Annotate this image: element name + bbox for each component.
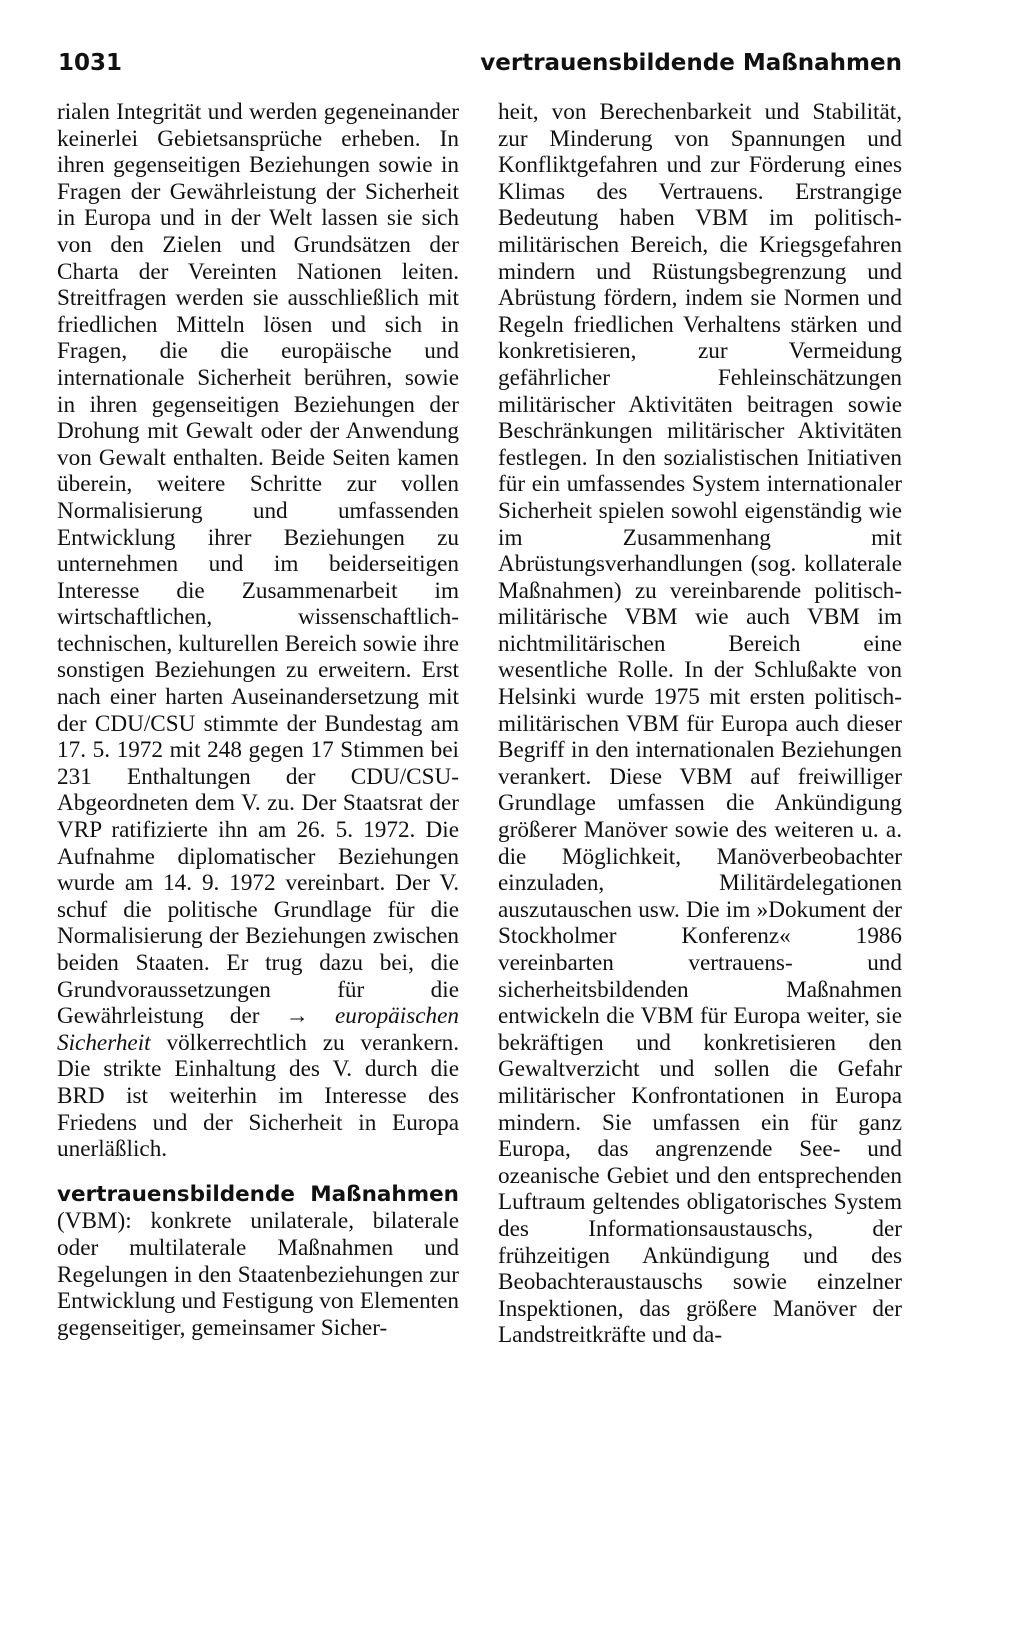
entry-continuation-paragraph: [57, 99, 459, 1163]
running-head: vertrauensbildende Maßnahmen: [480, 50, 902, 76]
right-column: [498, 99, 902, 1609]
continuation-text: rialen Integrität und werden gegeneinander keinerlei Gebietsansprüche erheben. In ihren gegenseitigen Beziehungen sowie in Fragen der Gewährleistung der Sicherheit in Europa und in der Welt lassen sie sich von den Zielen und Grundsätzen der Charta der Vereinten Nationen leiten. Streitfragen werden sie ausschließlich mit friedlichen Mitteln lösen und sich in Fragen, die die europäische und internationale Sicherheit berühren, sowie in ihren gegenseitigen Beziehungen der Drohung mit Gewalt oder der Anwendung von Gewalt enthalten. Beide Seiten kamen überein, weitere Schritte zur vollen Normalisierung und umfassenden Entwicklung ihrer Beziehungen zu unternehmen und im beiderseitigen Interesse die Zusammenarbeit im wirtschaftlichen, wissenschaftlich-technischen, kulturellen Bereich sowie ihre sonstigen Beziehungen zu erweitern. Erst nach einer harten Auseinandersetzung mit der CDU/CSU stimmte der Bundestag am 17. 5. 1972 mit 248 gegen 17 Stimmen bei 231 Enthaltungen der CDU/CSU-Abgeordneten dem V. zu. Der Staatsrat der VRP ratifizierte ihn am 26. 5. 1972. Die Aufnahme diplomatischer Beziehungen wurde am 14. 9. 1972 vereinbart. Der V. schuf die politische Grundlage für die Normalisierung der Beziehungen zwischen beiden Staaten. Er trug dazu bei, die Grundvoraussetzungen für die Gewährleistung der: [57, 99, 459, 1030]
entry-paragraph: [57, 1181, 459, 1342]
arrow-icon: →: [285, 1003, 309, 1030]
cross-reference-term: europäischen Sicherheit: [57, 1003, 460, 1056]
right-column-text: heit, von Berechenbarkeit und Stabilität, zur Minderung von Spannungen und Konfliktgefahren und zur Förderung eines Klimas des Vertrauens. Erstrangige Bedeutung haben VBM im politisch-militärischen Bereich, die Kriegsgefahren mindern und Rüstungsbegrenzung und Abrüstung fördern, indem sie Normen und Regeln friedlichen Verhaltens stärken und konkretisieren, zur Vermeidung gefährlicher Fehleinschätzungen militärischer Aktivitäten beitragen sowie Beschränkungen militärischer Aktivitäten festlegen. In den sozialistischen Initiativen für ein umfassendes System internationaler Sicherheit spielen sowohl eigenständig wie im Zusammenhang mit Abrüstungsverhandlungen (sog. kollaterale Maßnahmen) zu vereinbarende politisch-militärische VBM wie auch VBM im nichtmilitärischen Bereich eine wesentliche Rolle. In der Schlußakte von Helsinki wurde 1975 mit ersten politisch-militärischen VBM für Europa auch dieser Begriff in den internationalen Beziehungen verankert. Diese VBM auf freiwilliger Grundlage umfassen die Ankündigung größerer Manöver sowie des weiteren u. a. die Möglichkeit, Manöverbeobachter einzuladen, Militärdelegationen auszutauschen usw. Die im »Dokument der Stockholmer Konferenz« 1986 vereinbarten vertrauens- und sicherheitsbildenden Maßnahmen entwickeln die VBM für Europa weiter, sie bekräftigen und konkretisieren den Gewaltverzicht und sollen die Gefahr militärischer Konfrontationen in Europa mindern. Sie umfassen ein für ganz Europa, das angrenzende See- und ozeanische Gebiet und den entsprechenden Luftraum geltendes obligatorisches System des Informationsaustauschs, der frühzeitigen Ankündigung und des Beobachteraustauschs sowie einzelner Inspektionen, das größere Manöver der Landstreitkräfte und da-: [498, 99, 902, 1349]
continuation-text-end: völkerrechtlich zu verankern. Die strikte Einhaltung des V. durch die BRD ist weiterhin im Interesse des Friedens und der Sicherheit in Europa unerläßlich.: [57, 1029, 459, 1163]
page-number: 1031: [58, 50, 123, 76]
entry-text: (VBM): konkrete unilaterale, bilaterale oder multilaterale Maßnahmen und Regelungen in den Staatenbeziehungen zur Entwicklung und Festigung von Elementen gegenseitiger, gemeinsamer Sicher-: [57, 1208, 459, 1341]
entry-lemma: vertrauensbildende Maßnahmen: [57, 1181, 459, 1207]
page-header: [56, 46, 902, 80]
entry-gap: [57, 1163, 459, 1181]
left-column: [57, 99, 459, 1609]
